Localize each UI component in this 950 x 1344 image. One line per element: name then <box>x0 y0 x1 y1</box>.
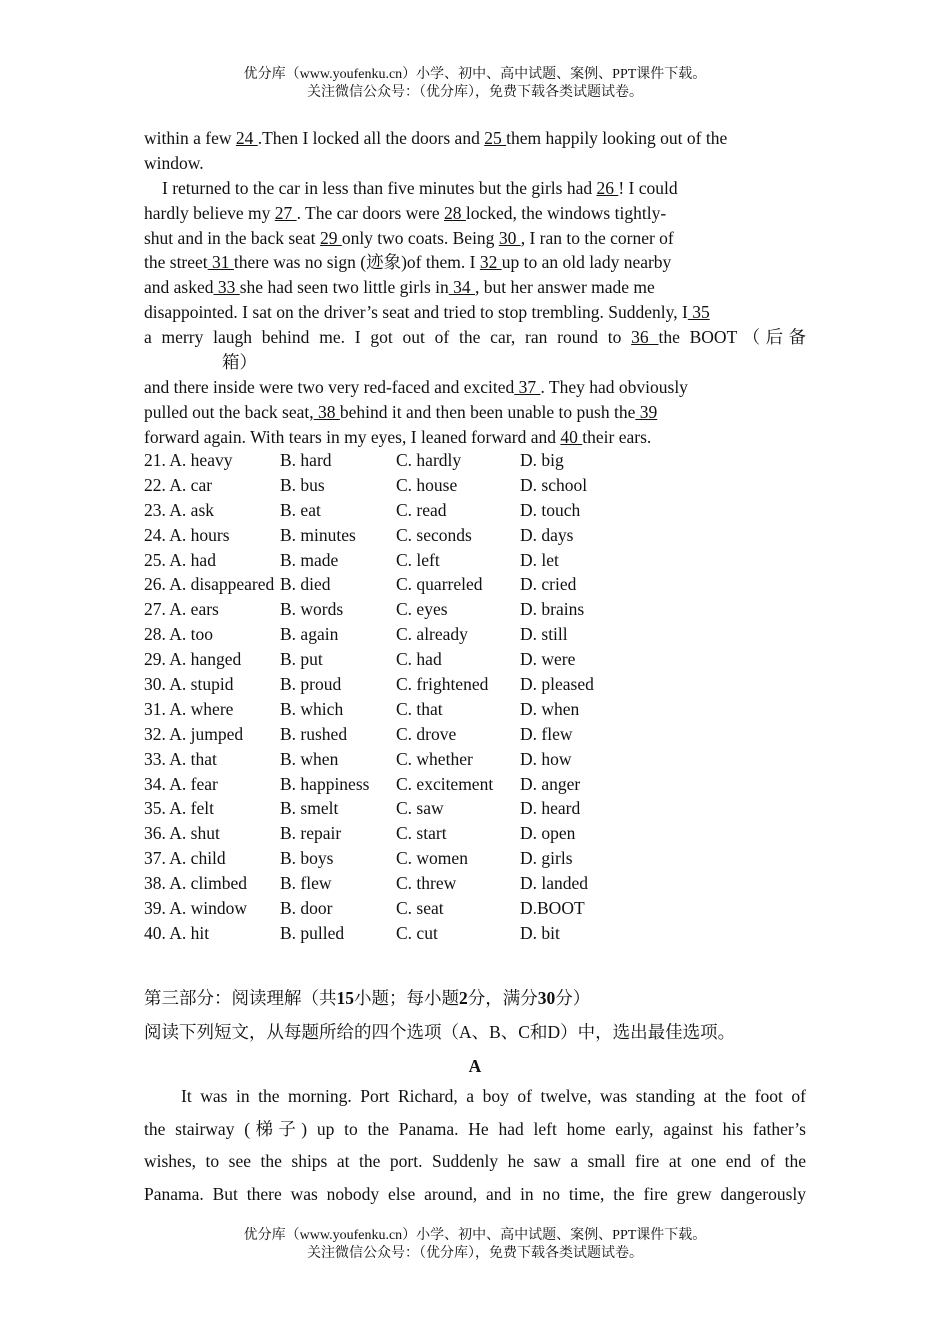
option-c: C. whether <box>396 748 473 769</box>
option-row <box>144 672 806 697</box>
cloze-line-8: disappointed. I sat on the driver’s seat and tried to stop trembling. Suddenly, I 35 <box>144 302 710 323</box>
blank-27: 27 <box>274 202 297 223</box>
option-c: C. house <box>396 474 458 495</box>
option-b: B. again <box>280 624 339 645</box>
option-row <box>144 473 806 498</box>
option-row <box>144 772 806 797</box>
cloze-line-11: and there inside were two very red-faced and excited 37 . They had obviously <box>144 376 688 397</box>
option-d: D. were <box>520 649 576 670</box>
option-row <box>144 921 806 946</box>
footer-line-1: 优分库（www.youfenku.cn）小学、初中、高中试题、案例、PPT课件下载。 <box>243 1228 707 1243</box>
option-d: D. how <box>520 748 572 769</box>
option-row <box>144 448 806 473</box>
cloze-line-12: pulled out the back seat, 38 behind it and then been unable to push the 39 <box>144 401 658 422</box>
page-header <box>0 66 950 102</box>
option-c: C. start <box>396 823 447 844</box>
blank-39: 39 <box>635 401 658 422</box>
option-c: C. saw <box>396 798 444 819</box>
blank-32: 32 <box>479 252 502 273</box>
blank-29: 29 <box>319 227 342 248</box>
option-a: 26. A. disappeared <box>144 574 275 595</box>
option-a: 32. A. jumped <box>144 723 244 744</box>
passage-label: A <box>468 1056 482 1076</box>
option-row <box>144 821 806 846</box>
option-row <box>144 498 806 523</box>
option-row <box>144 622 806 647</box>
cloze-line-7: and asked 33 she had seen two little girls in 34 , but her answer made me <box>144 277 655 298</box>
option-a: 36. A. shut <box>144 823 220 844</box>
cloze-passage <box>144 126 806 450</box>
option-a: 28. A. too <box>144 624 214 645</box>
option-row <box>144 647 806 672</box>
option-b: B. made <box>280 549 339 570</box>
passage-line-4: Panama. But there was nobody else around, and in no time, the fire grew dangerously <box>144 1183 806 1204</box>
blank-40: 40 <box>560 426 583 447</box>
option-row <box>144 523 806 548</box>
blank-33: 33 <box>213 277 240 298</box>
option-d: D. brains <box>520 599 585 620</box>
option-d: D. pleased <box>520 674 594 695</box>
option-b: B. hard <box>280 450 332 470</box>
option-a: 34. A. fear <box>144 773 218 794</box>
option-c: C. threw <box>396 873 457 894</box>
blank-38: 38 <box>313 401 340 422</box>
option-c: C. seat <box>396 898 444 919</box>
cloze-line-10: 箱） <box>222 352 257 373</box>
option-d: D. flew <box>520 723 573 744</box>
blank-25: 25 <box>484 128 507 148</box>
option-row <box>144 572 806 597</box>
option-a: 24. A. hours <box>144 524 230 545</box>
option-a: 39. A. window <box>144 898 248 919</box>
option-b: B. happiness <box>280 773 370 794</box>
option-a: 31. A. where <box>144 698 234 719</box>
option-d: D. touch <box>520 499 581 520</box>
option-d: D. cried <box>520 574 577 595</box>
option-c: C. already <box>396 624 468 645</box>
cloze-line-1: within a few 24 .Then I locked all the doors and 25 them happily looking out of the <box>144 128 728 148</box>
header-line-1: 优分库（www.youfenku.cn）小学、初中、高中试题、案例、PPT课件下载。 <box>243 67 707 82</box>
blank-24: 24 <box>235 128 258 148</box>
option-d: D. anger <box>520 773 581 794</box>
option-d: D. open <box>520 823 576 844</box>
option-b: B. words <box>280 599 344 620</box>
blank-26: 26 <box>596 177 619 198</box>
option-a: 23. A. ask <box>144 499 214 520</box>
option-row <box>144 722 806 747</box>
option-row <box>144 548 806 573</box>
option-c: C. read <box>396 499 447 520</box>
option-c: C. cut <box>396 922 438 943</box>
blank-37: 37 <box>514 376 541 397</box>
option-b: B. minutes <box>280 524 356 545</box>
option-b: B. bus <box>280 474 325 495</box>
option-row <box>144 796 806 821</box>
cloze-line-13: forward again. With tears in my eyes, I leaned forward and 40 their ears. <box>144 426 652 447</box>
option-d: D. let <box>520 549 559 570</box>
footer-line-2: 关注微信公众号：（优分库），免费下载各类试题试卷。 <box>307 1246 643 1261</box>
option-d: D. still <box>520 624 568 645</box>
option-a: 38. A. climbed <box>144 873 248 894</box>
option-b: B. died <box>280 574 331 595</box>
option-d: D. when <box>520 698 580 719</box>
option-b: B. when <box>280 748 339 769</box>
cloze-line-6: the street 31 there was no sign (迹象)of them. I 32 up to an old lady nearby <box>144 252 672 273</box>
option-d: D. heard <box>520 798 581 819</box>
option-row <box>144 871 806 896</box>
option-b: B. boys <box>280 848 334 869</box>
option-row <box>144 846 806 871</box>
cloze-line-3: I returned to the car in less than five minutes but the girls had 26 ! I could <box>162 177 678 198</box>
option-a: 37. A. child <box>144 848 226 869</box>
option-row <box>144 896 806 921</box>
option-c: C. that <box>396 698 443 719</box>
option-a: 40. A. hit <box>144 922 210 943</box>
option-c: C. left <box>396 549 440 570</box>
option-row <box>144 747 806 772</box>
option-a: 29. A. hanged <box>144 649 242 670</box>
blank-36: 36 <box>631 327 659 348</box>
option-b: B. smelt <box>280 798 339 819</box>
option-c: C. excitement <box>396 773 494 794</box>
option-b: B. which <box>280 698 344 719</box>
option-d: D. days <box>520 524 574 545</box>
reading-passage-a <box>144 1080 806 1210</box>
option-a: 35. A. felt <box>144 798 214 819</box>
option-d: D.BOOT <box>520 898 585 919</box>
option-row <box>144 597 806 622</box>
option-a: 22. A. car <box>144 474 213 495</box>
option-b: B. put <box>280 649 323 670</box>
option-d: D. girls <box>520 848 573 869</box>
page-footer <box>0 1227 950 1263</box>
cloze-line-4: hardly believe my 27 . The car doors were 28 locked, the windows tightly- <box>144 202 667 223</box>
blank-30: 30 <box>498 227 521 248</box>
cloze-line-2: window. <box>144 152 204 173</box>
blank-35: 35 <box>687 302 710 323</box>
option-a: 25. A. had <box>144 549 216 570</box>
section-title: 第三部分：阅读理解（共15小题；每小题2分，满分30分） <box>144 988 591 1008</box>
option-c: C. frightened <box>396 674 489 695</box>
option-c: C. seconds <box>396 524 472 545</box>
passage-line-1: It was in the morning. Port Richard, a boy of twelve, was standing at the foot of <box>181 1086 806 1106</box>
option-a: 27. A. ears <box>144 599 219 620</box>
option-c: C. drove <box>396 723 457 744</box>
cloze-line-5: shut and in the back seat 29 only two coats. Being 30 , I ran to the corner of <box>144 227 674 248</box>
option-b: B. flew <box>280 873 332 894</box>
option-b: B. rushed <box>280 723 348 744</box>
blank-34: 34 <box>448 277 475 298</box>
option-b: B. repair <box>280 823 342 844</box>
section-three <box>144 981 806 1083</box>
option-b: B. door <box>280 898 333 919</box>
option-d: D. school <box>520 474 588 495</box>
section-instruction: 阅读下列短文，从每题所给的四个选项（A、B、C和D）中，选出最佳选项。 <box>144 1022 736 1042</box>
option-b: B. proud <box>280 674 342 695</box>
option-c: C. women <box>396 848 468 869</box>
option-c: C. hardly <box>396 450 462 470</box>
option-d: D. big <box>520 450 564 470</box>
header-line-2: 关注微信公众号：（优分库），免费下载各类试题试卷。 <box>307 85 643 100</box>
option-a: 21. A. heavy <box>144 450 233 470</box>
option-c: C. had <box>396 649 442 670</box>
passage-line-3: wishes, to see the ships at the port. Suddenly he saw a small fire at one end of the <box>144 1151 806 1171</box>
option-c: C. eyes <box>396 599 448 620</box>
option-b: B. eat <box>280 499 321 520</box>
option-d: D. landed <box>520 873 589 894</box>
passage-line-2: the stairway (梯子) up to the Panama. He had left home early, against his father’s <box>144 1118 806 1139</box>
option-b: B. pulled <box>280 922 345 943</box>
option-row <box>144 697 806 722</box>
option-d: D. bit <box>520 922 560 943</box>
option-a: 33. A. that <box>144 748 217 769</box>
cloze-line-9: a merry laugh behind me. I got out of the car, ran round to 36 the BOOT（后备 <box>144 327 806 348</box>
option-a: 30. A. stupid <box>144 674 234 695</box>
blank-28: 28 <box>444 202 466 223</box>
answer-options <box>144 448 806 946</box>
blank-31: 31 <box>207 252 234 273</box>
option-c: C. quarreled <box>396 574 483 595</box>
